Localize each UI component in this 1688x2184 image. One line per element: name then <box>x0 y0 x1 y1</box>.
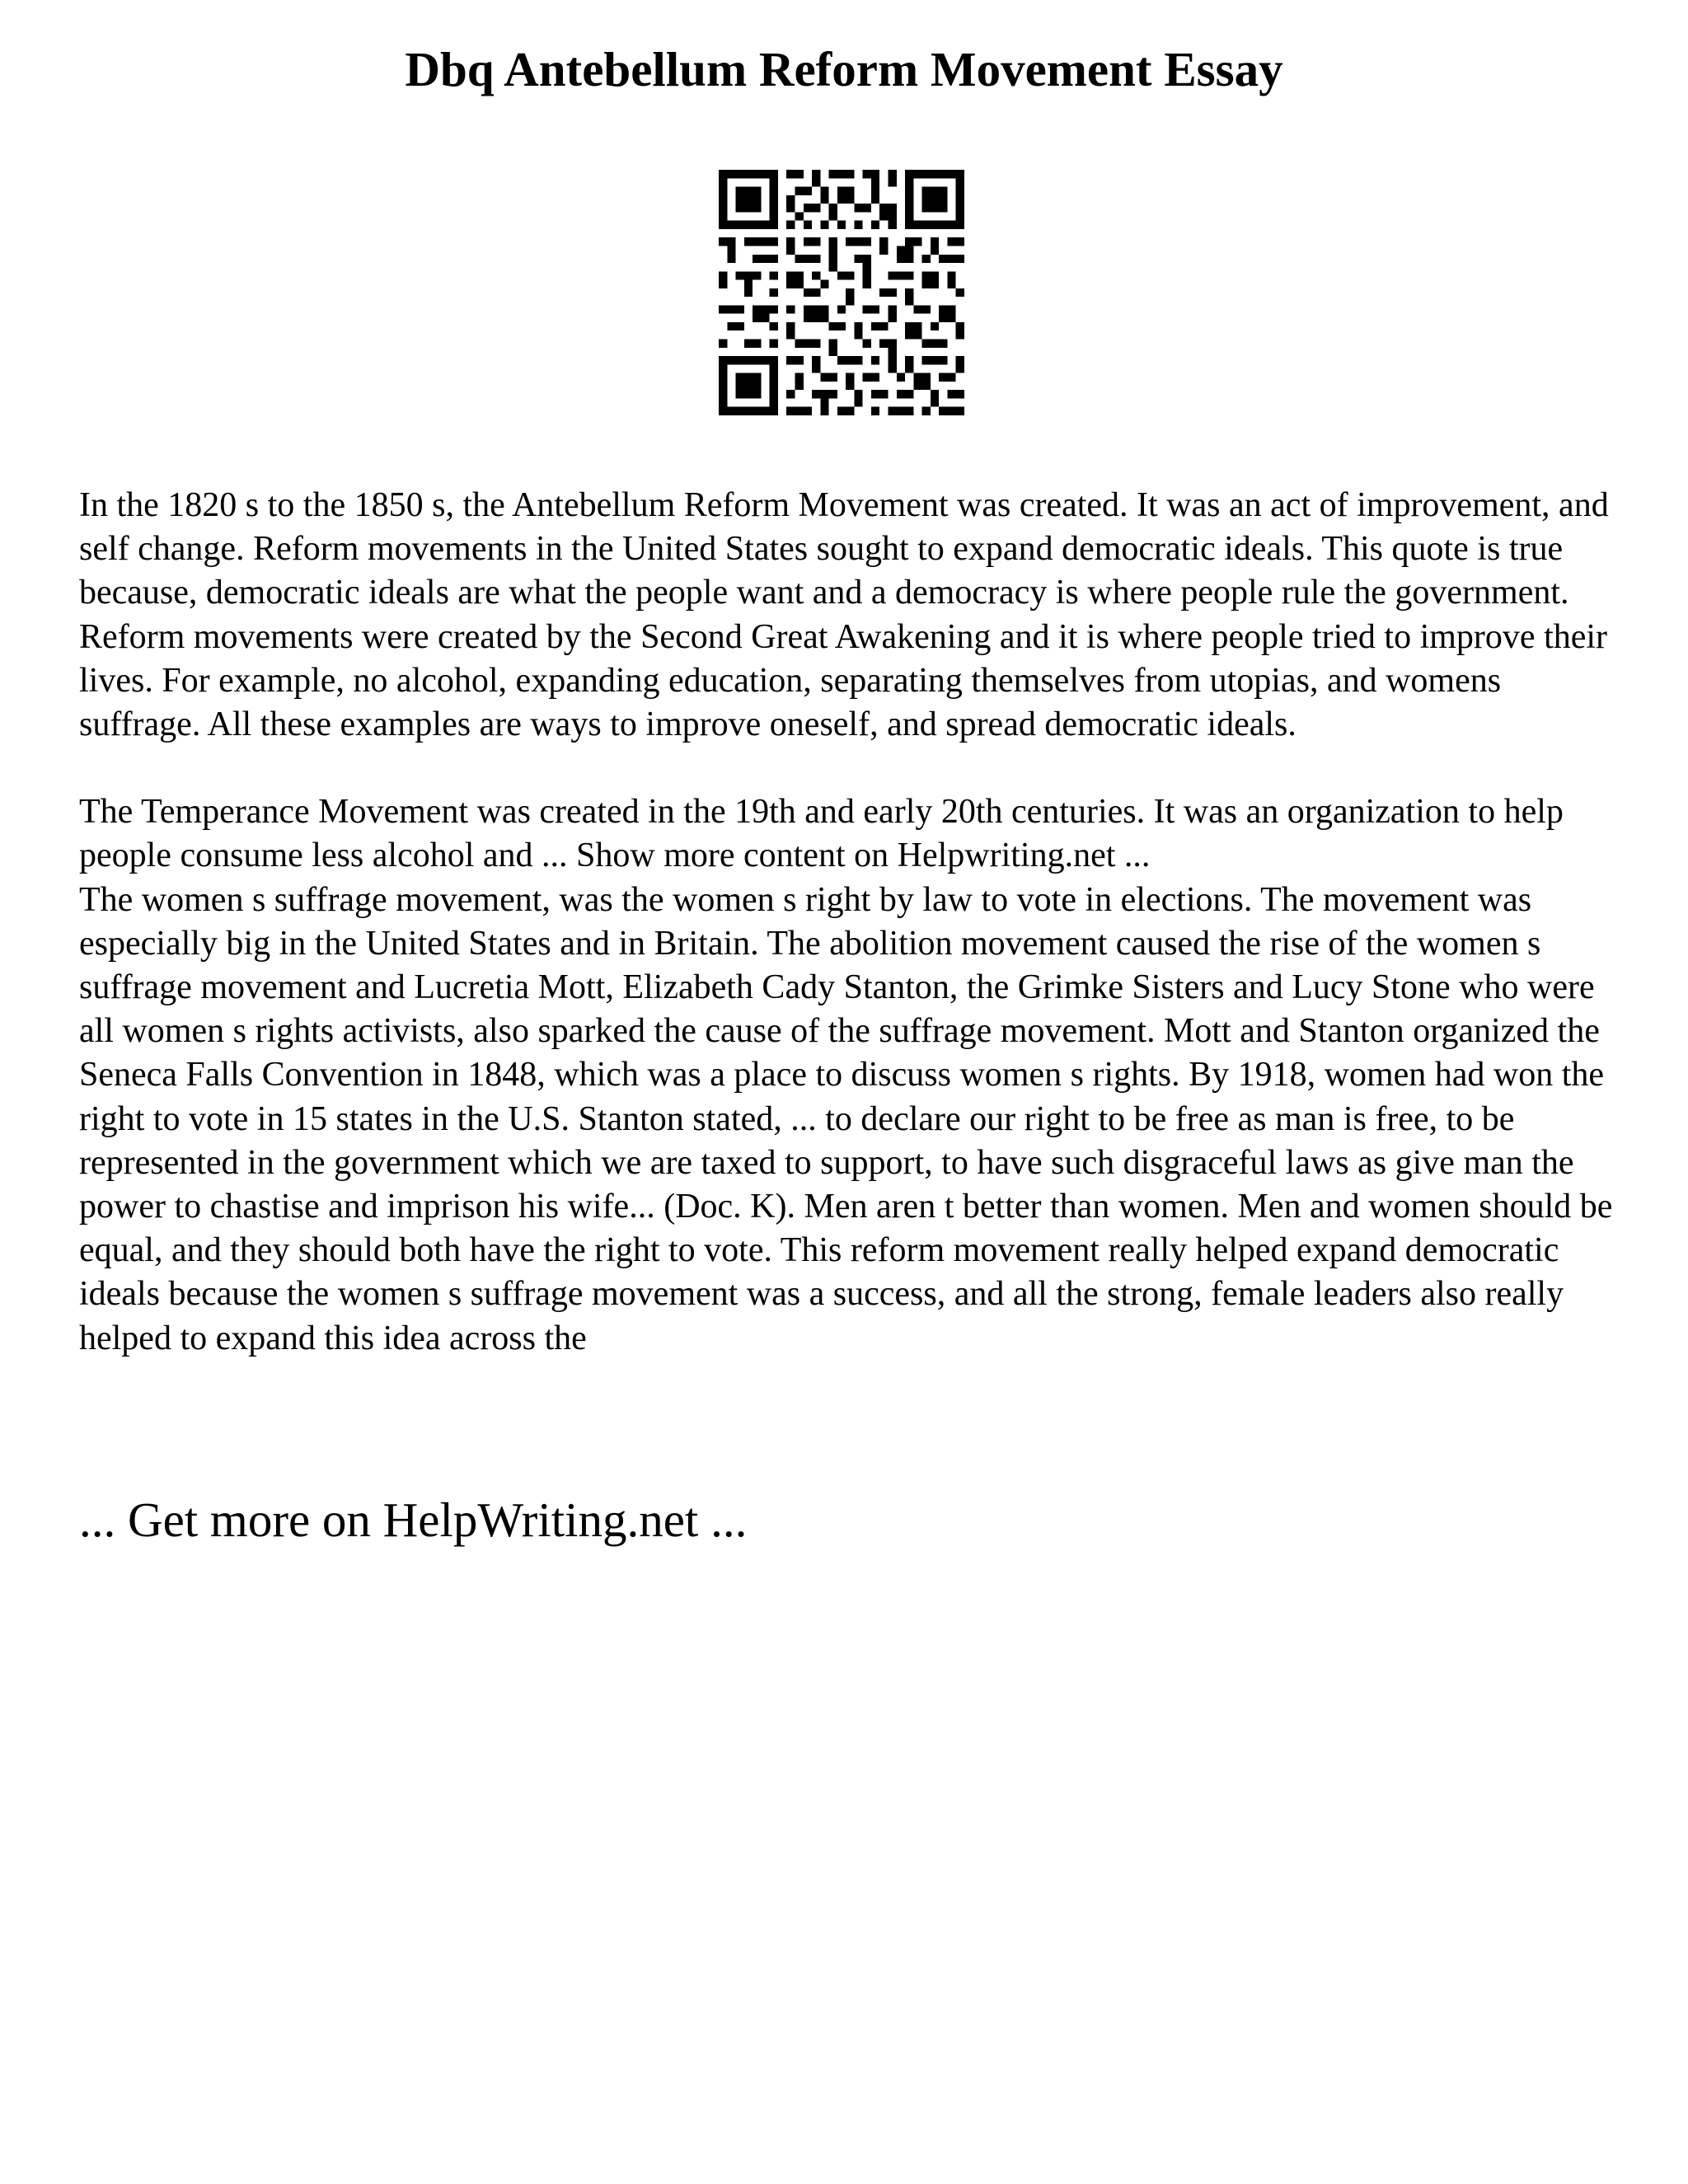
qr-code-icon[interactable] <box>719 170 964 415</box>
paragraph-suffrage: The women s suffrage movement, was the women s right by law to vote in elections. The movement was especially big in the United States and in Britain. The abolition movement caused the rise of the women s suffrage movement and Lucretia Mott, Elizabeth Cady Stanton, the Grimke Sisters and Lucy Stone who were all women s rights activists, also sparked the cause of the suffrage movement. Mott and Stanton organized the Seneca Falls Convention in 1848, which was a place to discuss women s rights. By 1918, women had won the right to vote in 15 states in the U.S. Stanton stated, ... to declare our right to be free as man is free, to be represented in the government which we are taxed to support, to have such disgraceful laws as give man the power to chastise and imprison his wife... (Doc. K). Men aren t better than women. Men and women should be equal, and they should both have the right to vote. This reform movement really helped expand democratic ideals because the women s suffrage movement was a success, and all the strong, female leaders also really helped to expand this idea across the <box>79 880 1613 1357</box>
paragraph-intro: In the 1820 s to the 1850 s, the Antebellum Reform Movement was created. It was an act of improvement, and self change. Reform movements in the United States sought to expand democratic ideals. This quote is true because, democratic ideals are what the people want and a democracy is where people rule the government. Reform movements were created by the Second Great Awakening and it is where people tried to improve their lives. For example, no alcohol, expanding education, separating themselves from utopias, and womens suffrage. All these examples are ways to improve oneself, and spread democratic ideals. <box>79 486 1609 744</box>
document-title: Dbq Antebellum Reform Movement Essay <box>405 42 1283 96</box>
essay-body <box>79 484 1620 1361</box>
paragraph-temperance: The Temperance Movement was created in the 19th and early 20th centuries. It was an organization to help people consume less alcohol and ... Show more content on Helpwriting.net ... <box>79 793 1564 875</box>
get-more-link[interactable]: ... Get more on HelpWriting.net ... <box>79 1493 748 1547</box>
